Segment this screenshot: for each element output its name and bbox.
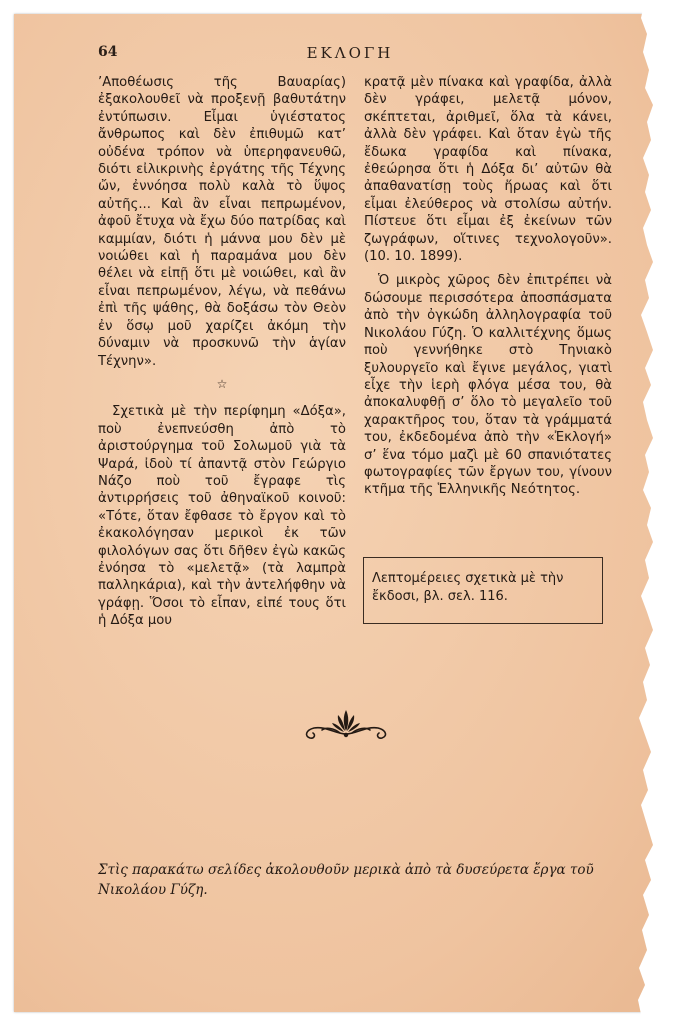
footer-note: Στὶς παρακάτω σελίδες ἀκολουθοῦν μερικὰ ἀπὸ τὰ δυσεύρετα ἔργα τοῦ Νικολάου Γύζη. (98, 862, 594, 898)
right-column (364, 74, 612, 499)
running-head: ΕΚΛΟΓΗ (306, 44, 394, 62)
page-number: 64 (98, 44, 118, 60)
star-separator-icon: ☆ (216, 376, 228, 391)
left-paragraph-2: Σχετικὰ μὲ τὴν περίφημη «Δόξα», ποὺ ἐνεπνεύσθη ἀπὸ τὸ ἀριστούργημα τοῦ Σολωμοῦ γιὰ τὰ Ψαρά, ἰδοὺ τί ἀπαντᾷ στὸν Γεώργιο Νάζο ποὺ τοῦ ἔγραφε τὶς ἀντιρρήσεις τοῦ ἀθηναϊκοῦ κοινοῦ: «Τότε, ὅταν ἔφθασε τὸ ἔργον καὶ τὸ ἐκακολόγησαν μερικοὶ ἐκ τῶν φιλολόγων σας ὅτι δῆθεν ἐγὼ κακῶς ἐνόησα τὸ «μελετᾷ» (τὰ λαμπρὰ παλληκάρια), καὶ τὴν ἀντελήφθην νὰ γράφῃ. Ὅσοι τὸ εἶπαν, εἰπέ τους ὅτι ἡ Δόξα μου (98, 404, 346, 629)
edition-note-box (363, 557, 603, 624)
left-column (98, 74, 346, 630)
edition-note-text: Λεπτομέρειες σχετικὰ μὲ τὴν ἔκδοσι, βλ. σελ. 116. (372, 571, 564, 604)
right-paragraph-2: Ὁ μικρὸς χῶρος δὲν ἐπιτρέπει νὰ δώσουμε περισσότερα ἀποσπάσματα ἀπὸ τὴν ὀγκώδη ἀλληλογραφία τοῦ Νικολάου Γύζη. Ὁ καλλιτέχνης ὅμως ποὺ γεννήθηκε στὸ Τηνιακὸ ξυλουργεῖο καὶ ἔγινε μεγάλος, γιατὶ εἶχε τὴν ἱερὴ φλόγα μέσα του, θὰ ἀποκαλυφθῇ σ’ ὅλο τὸ μεγαλεῖο τοῦ χαρακτῆρος του, ὅταν τὰ γράμματά του, ἐκδεδομένα ἀπὸ τὴν «Ἐκλογή» σ’ ἕνα τόμο μαζὶ μὲ 60 σπανιότατες φωτογραφίες τῶν ἔργων του, γίνουν κτῆμα τῆς Ἑλληνικῆς Νεότητος. (364, 273, 612, 498)
left-paragraph-1: ’Αποθέωσις τῆς Βαυαρίας) ἐξακολουθεῖ νὰ προξενῇ βαθυτάτην ἐντύπωσιν. Εἶμαι ὑγιέστατος ἄνθρωπος καὶ δὲν ἐπιθυμῶ κατ’ οὐδένα τρόπον νὰ ὑπερηφανευθῶ, διότι εἰλικρινὴς ἐργάτης τῆς Τέχνης ὤν, ἐννόησα πολὺ καλὰ τὸ ὕψος αὐτῆς... Καὶ ἂν εἶναι πεπρωμένον, ἀφοῦ ἔτυχα νὰ ἔχω δύο πατρίδας καὶ καμμίαν, διότι ἡ μάννα μου δὲν μὲ νοιώθει καὶ ἡ παραμάνα μου δὲν θέλει νὰ εἰπῇ ὅτι μὲ νοιώθει, καὶ ἂν εἶναι πεπρωμένον, λέγω, νὰ πεθάνω ἐπὶ τῆς ψάθης, θὰ δοξάσω τὸν Θεὸν ἐν ὅσῳ μοῦ χαρίζει ἀκόμη τὴν δύναμιν νὰ προσκυνῶ τὴν ἁγίαν Τέχνην». (98, 75, 346, 369)
right-paragraph-1: κρατᾷ μὲν πίνακα καὶ γραφίδα, ἀλλὰ δὲν γράφει, μελετᾷ μόνον, σκέπτεται, ἀριθμεῖ, ὅλα τὰ κάνει, ἀλλὰ δὲν γράφει. Καὶ ὅταν ἐγὼ τῆς ἔδωκα γραφίδα καὶ πίνακα, ἐθεώρησα ὅτι ἡ Δόξα δι’ αὐτῶν θὰ ἀπαθανατίσῃ τοὺς ἥρωας καὶ ὅτι εἶμαι ἐλεύθερος νὰ στολίσω αὐτήν. Πίστευε ὅτι εἶμαι ἐξ ἐκείνων τῶν ζωγράφων, οἵτινες τεχνολογοῦν». (10. 10. 1899). (364, 75, 612, 265)
fleuron-ornament-icon (296, 704, 396, 744)
torn-edge (633, 0, 693, 1024)
